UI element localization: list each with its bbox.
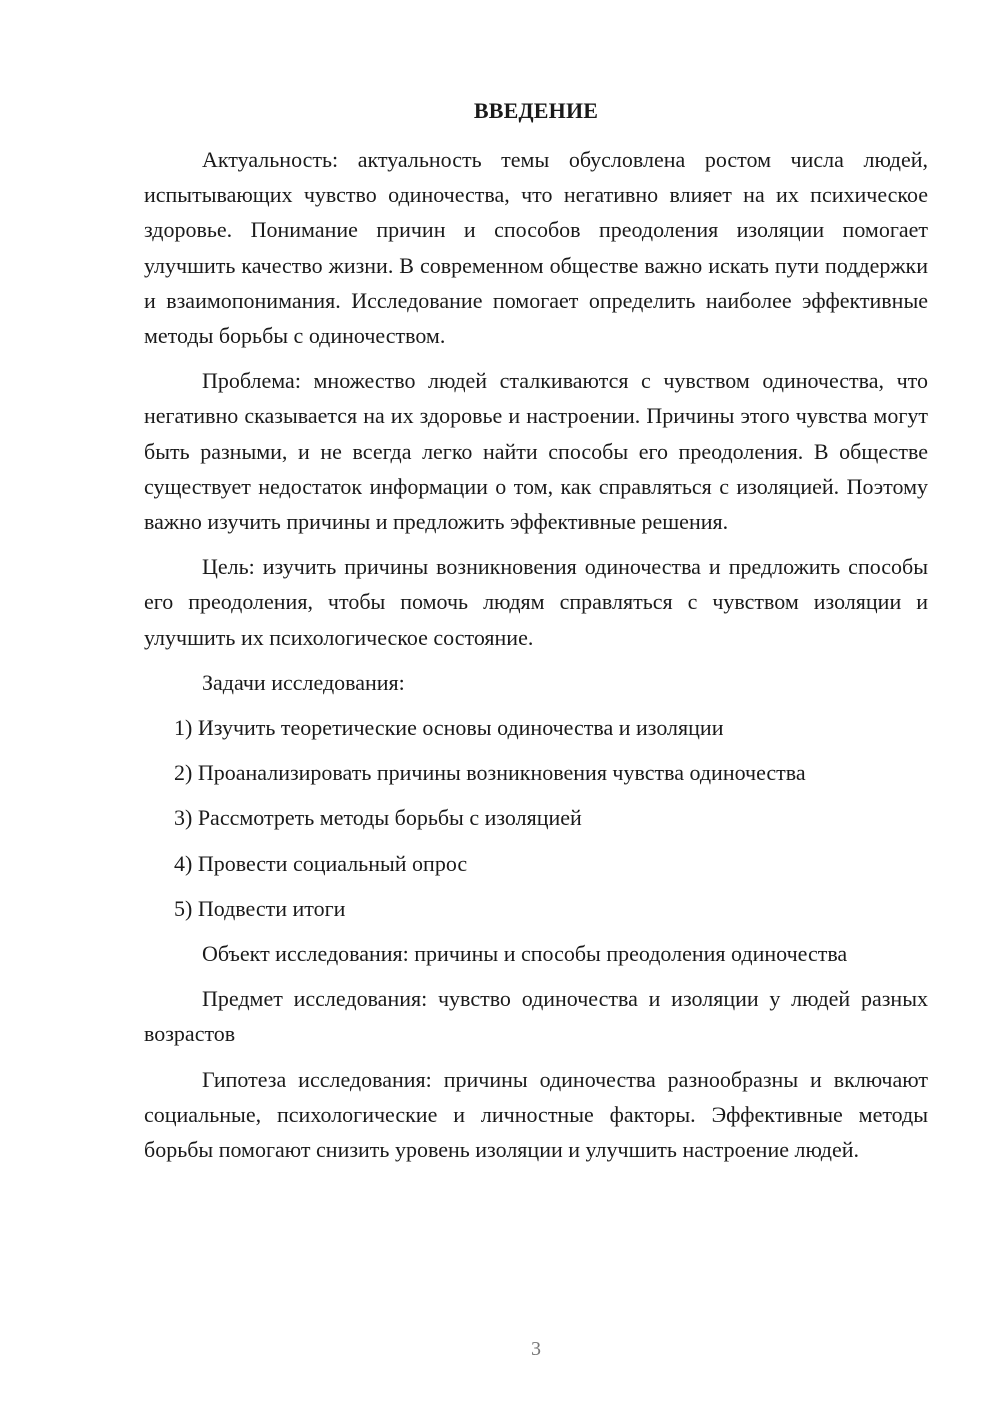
tasks-heading: Задачи исследования: — [202, 669, 405, 695]
relevance-paragraph: Актуальность: актуальность темы обусловлена ростом числа людей, испытывающих чувство одиночества, что негативно влияет на их психическое здоровье. Понимание причин и способов преодоления изоляции помогает улучшить качество жизни. В современном обществе важно искать пути поддержки и взаимопонимания. Исследование помогает определить наиболее эффективные методы борьбы с одиночеством. — [144, 147, 928, 349]
hypothesis-paragraph: Гипотеза исследования: причины одиночества разнообразны и включают социальные, психологические и личностные факторы. Эффективные методы борьбы помогают снизить уровень изоляции и улучшить настроение людей. — [144, 1066, 928, 1163]
task-item: 3) Рассмотреть методы борьбы с изоляцией — [174, 805, 582, 831]
section-heading: ВВЕДЕНИЕ — [473, 98, 599, 123]
object-paragraph: Объект исследования: причины и способы преодоления одиночества — [202, 941, 848, 967]
task-item: 1) Изучить теоретические основы одиночества и изоляции — [174, 715, 724, 741]
goal-paragraph: Цель: изучить причины возникновения одиночества и предложить способы его преодоления, чтобы помочь людям справляться с чувством изоляции и улучшить их психологическое состояние. — [144, 554, 928, 650]
task-item: 4) Провести социальный опрос — [174, 850, 468, 876]
subject-paragraph: Предмет исследования: чувство одиночества и изоляции у людей разных возрастов — [144, 986, 928, 1047]
body-text — [144, 142, 928, 1177]
page-number: 3 — [531, 1338, 541, 1360]
task-item: 2) Проанализировать причины возникновения чувства одиночества — [174, 760, 806, 786]
task-item: 5) Подвести итоги — [174, 895, 346, 921]
problem-paragraph: Проблема: множество людей сталкиваются с чувством одиночества, что негативно сказывается на их здоровье и настроении. Причины этого чувства могут быть разными, и не всегда легко найти способы его преодоления. В обществе существует недостаток информации о том, как справляться с изоляцией. Поэтому важно изучить причины и предложить эффективные решения. — [144, 368, 928, 535]
